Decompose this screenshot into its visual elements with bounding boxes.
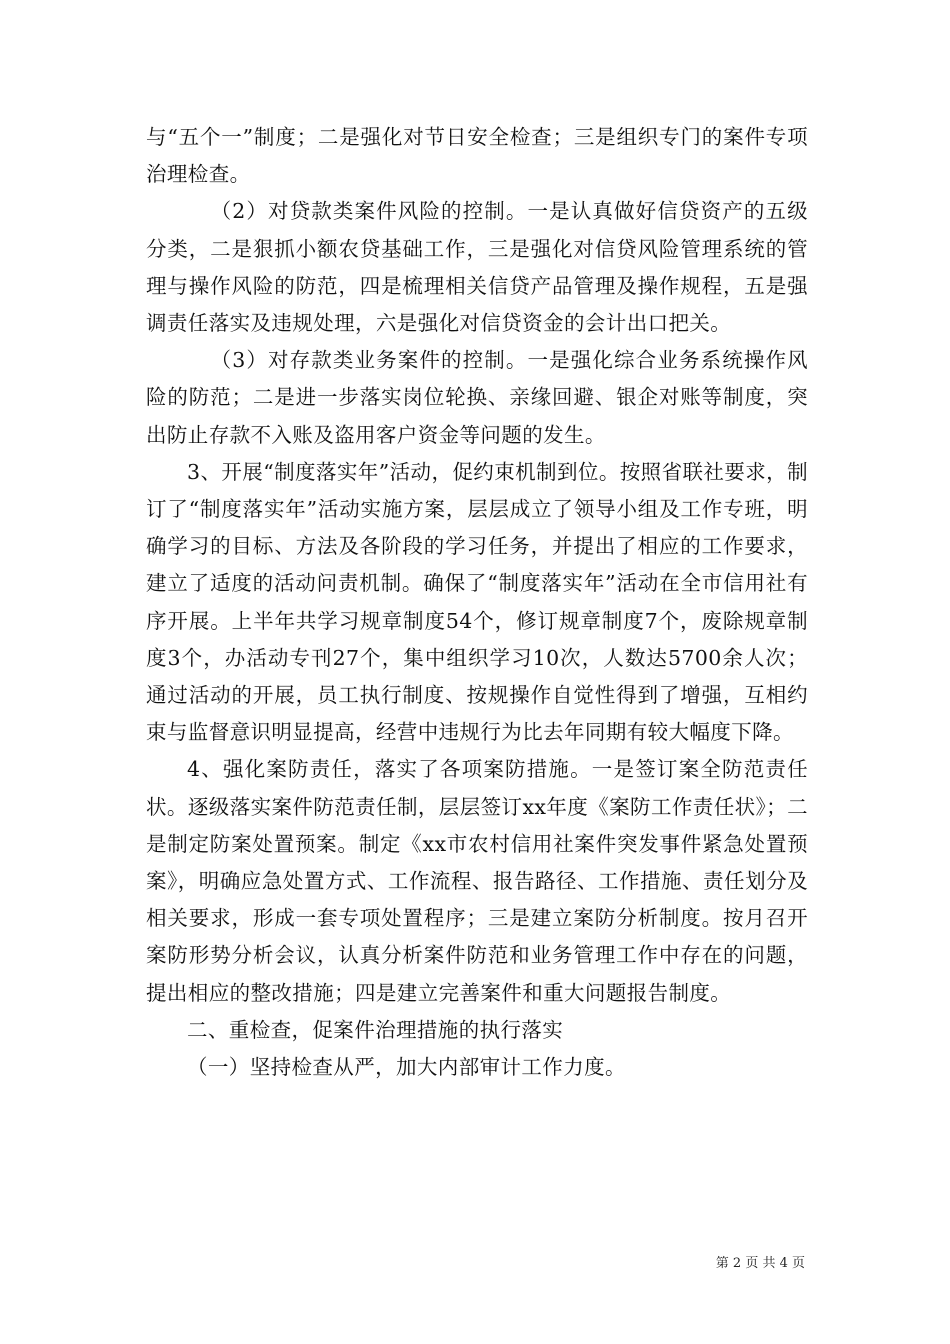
section-heading-inspection: 二、重检查，促案件治理措施的执行落实 xyxy=(187,1017,564,1042)
paragraph-case-prevention-responsibility: 4、强化案防责任，落实了各项案防措施。一是签订案全防范责任状。逐级落实案件防范责任制，层层签订xx年度《案防工作责任状》；二是制定防案处置预案。制定《xx市农村信用社案件突发事件紧急处置预案》，明确应急处置方式、工作流程、报告路径、工作措施、责任划分及相关要求，形成一套专项处置程序；三是建立案防分析制度。按月召开案防形势分析会议，认真分析案件防范和业务管理工作中存在的问题，提出相应的整改措施；四是建立完善案件和重大问题报告制度。 xyxy=(146,757,808,1005)
paragraph-loan-risk-control: （2）对贷款类案件风险的控制。一是认真做好信贷资产的五级分类，二是狠抓小额农贷基础工作，三是强化对信贷风险管理系统的管理与操作风险的防范，四是梳理相关信贷产品管理及操作规程，五是强调责任落实及违规处理，六是强化对信贷资金的会计出口把关。 xyxy=(146,199,808,336)
paragraph-continuation: 与“五个一”制度；二是强化对节日安全检查；三是组织专门的案件专项治理检查。 xyxy=(146,125,808,187)
page-number: 第 2 页 共 4 页 xyxy=(715,1256,805,1271)
subsection-heading-internal-audit: （一）坚持检查从严，加大内部审计工作力度。 xyxy=(187,1055,626,1080)
paragraph-deposit-risk-control: （3）对存款类业务案件的控制。一是强化综合业务系统操作风险的防范；二是进一步落实岗位轮换、亲缘回避、银企对账等制度，突出防止存款不入账及盗用客户资金等问题的发生。 xyxy=(146,348,808,447)
document-body xyxy=(146,119,808,1086)
paragraph-system-implementation-year: 3、开展“制度落实年”活动，促约束机制到位。按照省联社要求，制订了“制度落实年”活动实施方案，层层成立了领导小组及工作专班，明确学习的目标、方法及各阶段的学习任务，并提出了相应的工作要求，建立了适度的活动问责机制。确保了“制度落实年”活动在全市信用社有序开展。上半年共学习规章制度54个，修订规章制度7个，废除规章制度3个，办活动专刊27个，集中组织学习10次，人数达5700余人次；通过活动的开展，员工执行制度、按规操作自觉性得到了增强，互相约束与监督意识明显提高，经营中违规行为比去年同期有较大幅度下降。 xyxy=(146,459,808,745)
